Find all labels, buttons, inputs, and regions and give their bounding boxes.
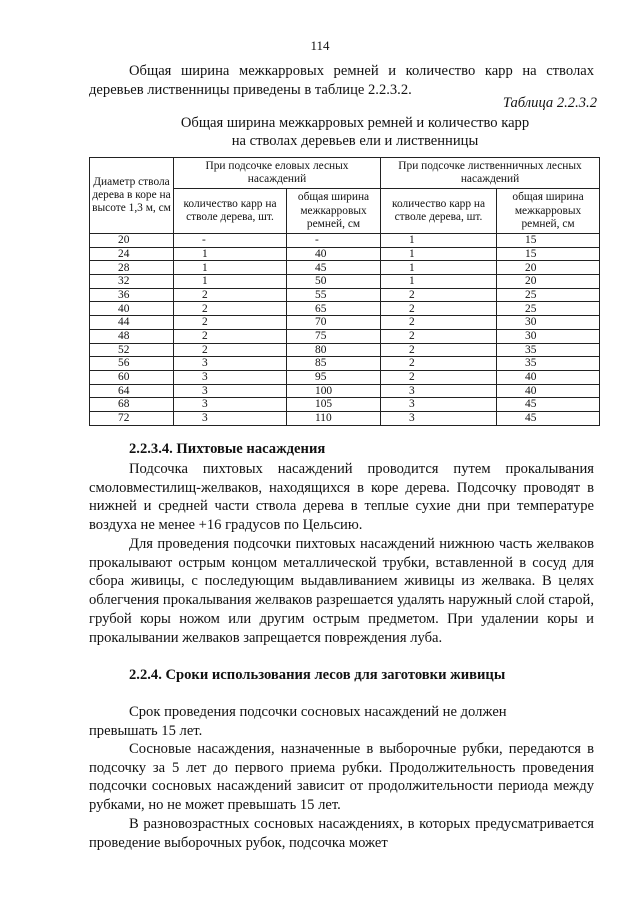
cell-spruce-count: 2 bbox=[174, 329, 287, 343]
cell-spruce-count: 2 bbox=[174, 316, 287, 330]
cell-larch-count: 2 bbox=[381, 357, 497, 371]
cell-larch-count: 1 bbox=[381, 247, 497, 261]
table-row bbox=[90, 234, 600, 248]
cell-larch-count: 2 bbox=[381, 288, 497, 302]
cell-larch-width: 15 bbox=[497, 247, 600, 261]
header-larch-width: общая ширина межкарровых ремней, см bbox=[497, 189, 600, 234]
table-row bbox=[90, 288, 600, 302]
cell-spruce-width: 55 bbox=[287, 288, 381, 302]
cell-spruce-width: 65 bbox=[287, 302, 381, 316]
table-body bbox=[90, 234, 600, 426]
terms-paragraph-1-line-2: превышать 15 лет. bbox=[89, 722, 203, 739]
cell-larch-count: 2 bbox=[381, 370, 497, 384]
cell-larch-count: 3 bbox=[381, 384, 497, 398]
cell-spruce-count: 3 bbox=[174, 398, 287, 412]
table-row bbox=[90, 316, 600, 330]
cell-spruce-width: 75 bbox=[287, 329, 381, 343]
table-row bbox=[90, 384, 600, 398]
cell-larch-count: 2 bbox=[381, 343, 497, 357]
cell-spruce-count: 3 bbox=[174, 411, 287, 425]
table-title-line-2: на стволах деревьев ели и лиственницы bbox=[231, 133, 479, 149]
table-row bbox=[90, 329, 600, 343]
cell-larch-width: 40 bbox=[497, 370, 600, 384]
data-table bbox=[89, 157, 600, 426]
cell-diameter: 28 bbox=[90, 261, 174, 275]
cell-spruce-count: 3 bbox=[174, 357, 287, 371]
cell-diameter: 36 bbox=[90, 288, 174, 302]
header-spruce-count: количество карр на стволе дерева, шт. bbox=[174, 189, 287, 234]
cell-larch-width: 25 bbox=[497, 302, 600, 316]
cell-larch-width: 20 bbox=[497, 275, 600, 289]
cell-diameter: 32 bbox=[90, 275, 174, 289]
cell-larch-width: 45 bbox=[497, 398, 600, 412]
cell-spruce-width: 110 bbox=[287, 411, 381, 425]
cell-larch-width: 35 bbox=[497, 343, 600, 357]
cell-larch-width: 15 bbox=[497, 234, 600, 248]
section-heading-fir: 2.2.3.4. Пихтовые насаждения bbox=[129, 441, 326, 457]
cell-spruce-width: 100 bbox=[287, 384, 381, 398]
cell-spruce-width: 80 bbox=[287, 343, 381, 357]
cell-spruce-count: 2 bbox=[174, 302, 287, 316]
table-row bbox=[90, 302, 600, 316]
cell-spruce-width: - bbox=[287, 234, 381, 248]
cell-larch-count: 2 bbox=[381, 329, 497, 343]
cell-spruce-count: 1 bbox=[174, 261, 287, 275]
cell-diameter: 24 bbox=[90, 247, 174, 261]
table-row bbox=[90, 398, 600, 412]
cell-diameter: 40 bbox=[90, 302, 174, 316]
cell-spruce-count: 3 bbox=[174, 384, 287, 398]
cell-spruce-count: 2 bbox=[174, 343, 287, 357]
cell-larch-count: 2 bbox=[381, 316, 497, 330]
cell-diameter: 64 bbox=[90, 384, 174, 398]
terms-paragraph-3: В разновозрастных сосновых насаждениях, в которых предусматривается проведение выборочных рубок, подсочка может bbox=[89, 816, 594, 851]
cell-larch-width: 45 bbox=[497, 411, 600, 425]
table-row bbox=[90, 247, 600, 261]
section-heading-terms: 2.2.4. Сроки использования лесов для заготовки живицы bbox=[129, 667, 506, 683]
header-spruce: При подсочке еловых лесных насаждений bbox=[174, 158, 381, 189]
cell-spruce-count: 1 bbox=[174, 247, 287, 261]
cell-spruce-count: 2 bbox=[174, 288, 287, 302]
table-title-line-1: Общая ширина межкарровых ремней и количество карр bbox=[180, 115, 530, 131]
header-spruce-width: общая ширина межкарровых ремней, см bbox=[287, 189, 381, 234]
table-row bbox=[90, 411, 600, 425]
cell-spruce-width: 50 bbox=[287, 275, 381, 289]
cell-larch-count: 3 bbox=[381, 398, 497, 412]
terms-paragraph-1-line-1: Срок проведения подсочки сосновых насаждений не должен bbox=[129, 704, 507, 720]
cell-spruce-width: 45 bbox=[287, 261, 381, 275]
cell-spruce-width: 85 bbox=[287, 357, 381, 371]
cell-larch-width: 20 bbox=[497, 261, 600, 275]
table-title bbox=[120, 114, 590, 150]
terms-paragraph-1 bbox=[89, 703, 594, 740]
table-row bbox=[90, 343, 600, 357]
table-row bbox=[90, 370, 600, 384]
terms-paragraph-2: Сосновые насаждения, назначенные в выборочные рубки, передаются в подсочку за 5 лет до первого приема рубки. Продолжительность проведения подсочки сосновых насаждений зависит от продолжительности периода между рубками, но не может превышать 15 лет. bbox=[89, 741, 594, 814]
cell-larch-count: 1 bbox=[381, 234, 497, 248]
cell-larch-width: 30 bbox=[497, 316, 600, 330]
cell-spruce-width: 70 bbox=[287, 316, 381, 330]
cell-spruce-width: 40 bbox=[287, 247, 381, 261]
cell-larch-width: 35 bbox=[497, 357, 600, 371]
cell-spruce-width: 105 bbox=[287, 398, 381, 412]
cell-diameter: 72 bbox=[90, 411, 174, 425]
cell-larch-count: 1 bbox=[381, 275, 497, 289]
header-larch: При подсочке лиственничных лесных насаждений bbox=[381, 158, 600, 189]
fir-paragraph-1: Подсочка пихтовых насаждений проводится путем прокалывания смоловместилищ-желваков, находящихся в коре дерева. Подсочку проводят в нижней и средней части ствола дерева в теплые сухие дни при температуре воздуха не менее +16 градусов по Цельсию. bbox=[89, 461, 594, 534]
cell-diameter: 60 bbox=[90, 370, 174, 384]
page-number: 114 bbox=[310, 38, 330, 53]
cell-larch-count: 3 bbox=[381, 411, 497, 425]
cell-diameter: 56 bbox=[90, 357, 174, 371]
intro-paragraph: Общая ширина межкарровых ремней и количество карр на стволах деревьев лиственницы приведены в таблице 2.2.3.2. bbox=[89, 63, 594, 98]
table-number: Таблица 2.2.3.2 bbox=[502, 95, 597, 111]
cell-diameter: 52 bbox=[90, 343, 174, 357]
table-row bbox=[90, 357, 600, 371]
cell-diameter: 68 bbox=[90, 398, 174, 412]
fir-paragraph-2: Для проведения подсочки пихтовых насаждений нижнюю часть желваков прокалывают острым концом металлической трубки, вставленной в сосуд для сбора живицы, с последующим выдавливанием живицы из желвака. В целях облегчения прокалывания желваков разрешается удалять наружный слой старой, грубой коры ножом или другим острым предметом. При удалении коры и прокалывании желваков запрещается повреждения луба. bbox=[89, 536, 594, 646]
cell-spruce-count: - bbox=[174, 234, 287, 248]
cell-larch-width: 30 bbox=[497, 329, 600, 343]
cell-spruce-width: 95 bbox=[287, 370, 381, 384]
cell-diameter: 44 bbox=[90, 316, 174, 330]
cell-larch-count: 1 bbox=[381, 261, 497, 275]
table-row bbox=[90, 261, 600, 275]
cell-diameter: 20 bbox=[90, 234, 174, 248]
cell-larch-width: 25 bbox=[497, 288, 600, 302]
cell-spruce-count: 3 bbox=[174, 370, 287, 384]
cell-larch-count: 2 bbox=[381, 302, 497, 316]
header-diameter: Диаметр ствола дерева в коре на высоте 1,3 м, см bbox=[90, 158, 174, 234]
header-larch-count: количество карр на стволе дерева, шт. bbox=[381, 189, 497, 234]
cell-diameter: 48 bbox=[90, 329, 174, 343]
table-row bbox=[90, 275, 600, 289]
cell-spruce-count: 1 bbox=[174, 275, 287, 289]
cell-larch-width: 40 bbox=[497, 384, 600, 398]
